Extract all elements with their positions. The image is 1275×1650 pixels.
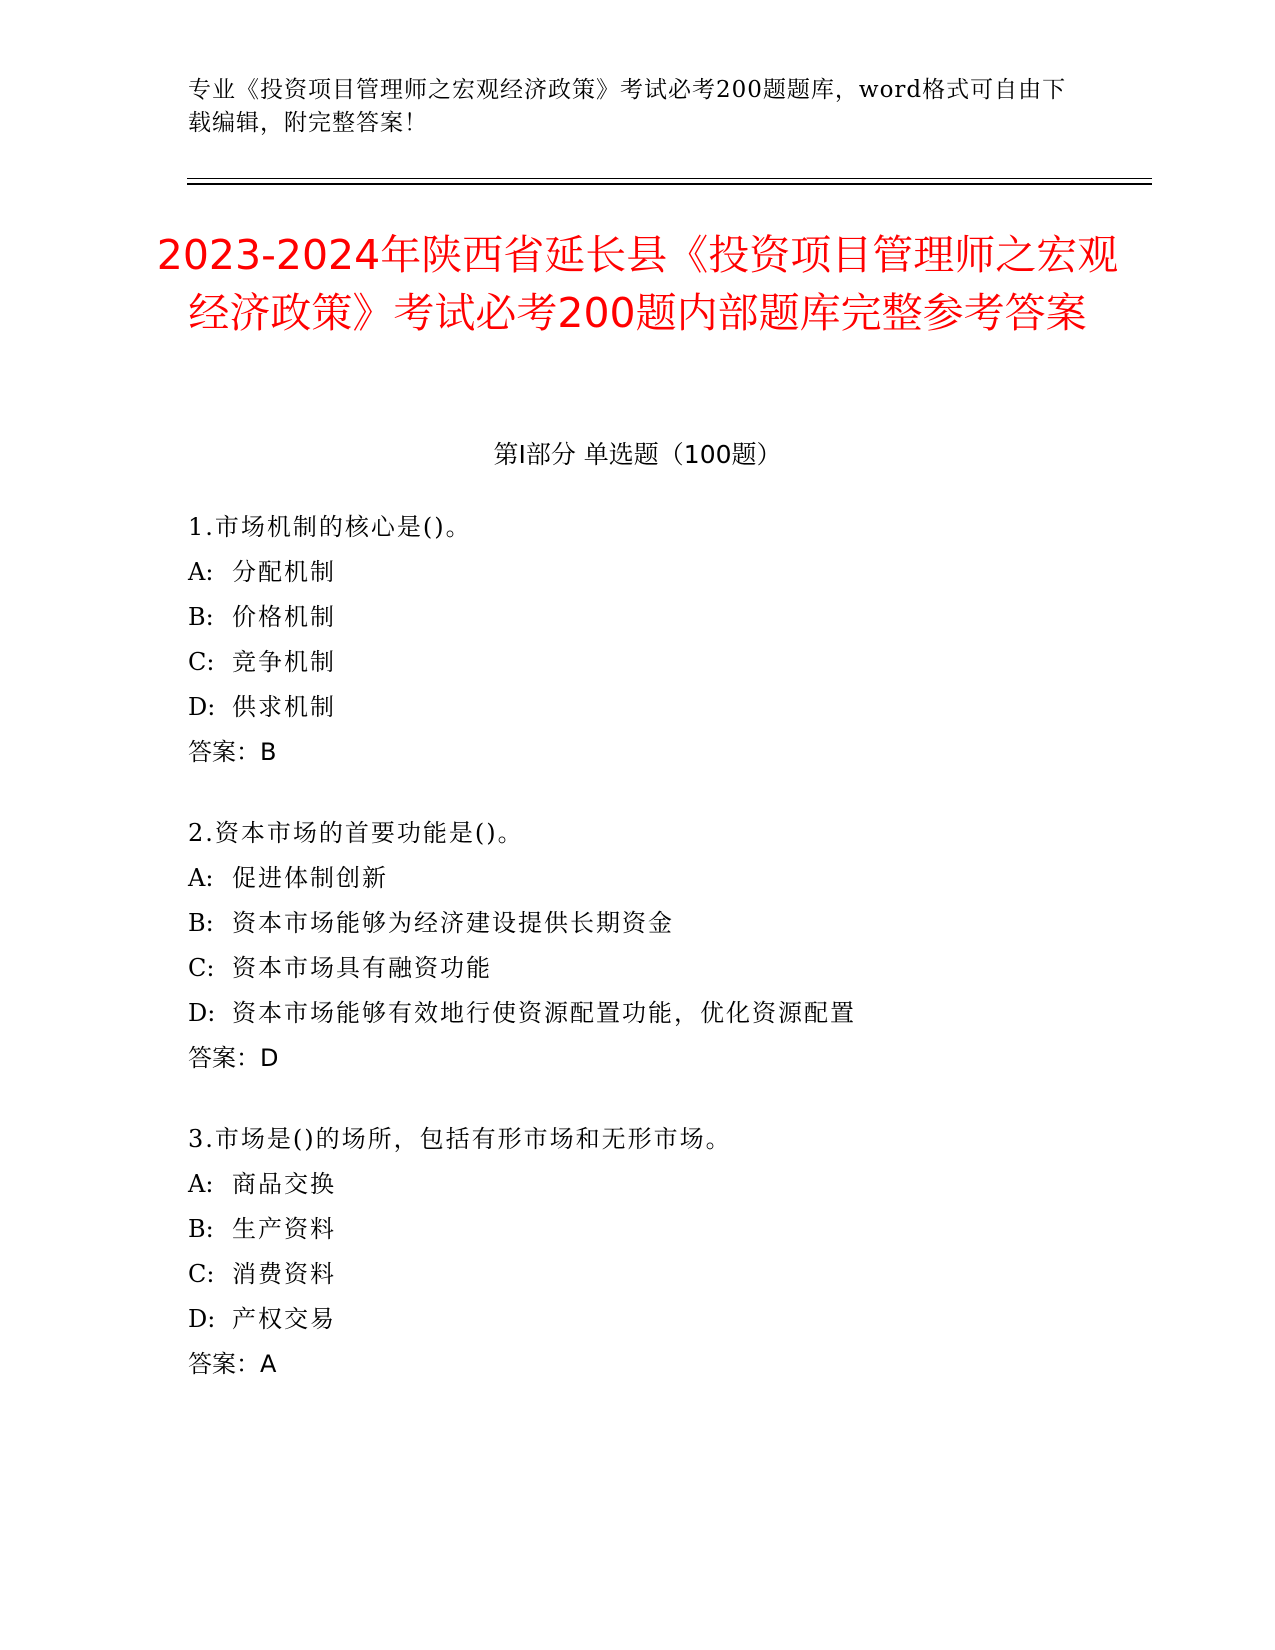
option-text: 促进体制创新 <box>232 864 388 892</box>
option-text: 分配机制 <box>232 558 336 586</box>
question-1 <box>188 505 1128 775</box>
option-c <box>188 640 1128 685</box>
option-key: A: <box>188 864 214 892</box>
option-key: B: <box>188 909 214 937</box>
option-key: A: <box>188 558 214 586</box>
option-a <box>188 1162 1128 1207</box>
option-c <box>188 1252 1128 1297</box>
header-rule-thin <box>187 178 1152 179</box>
option-key: D: <box>188 693 216 721</box>
option-d <box>188 991 1128 1036</box>
option-text: 资本市场能够为经济建设提供长期资金 <box>232 909 674 937</box>
answer-line: 答案：A <box>188 1350 277 1378</box>
header-note: 专业《投资项目管理师之宏观经济政策》考试必考200题题库，word格式可自由下载编辑，附完整答案！ <box>188 77 1067 136</box>
question-stem: 3.市场是()的场所，包括有形市场和无形市场。 <box>188 1125 732 1153</box>
question-stem: 1.市场机制的核心是()。 <box>188 513 472 541</box>
header-rule-thick <box>187 183 1152 185</box>
option-c <box>188 946 1128 991</box>
section-heading: 第Ⅰ部分 单选题（100题） <box>493 440 782 469</box>
answer-line: 答案：D <box>188 1044 279 1072</box>
option-key: A: <box>188 1170 214 1198</box>
option-key: C: <box>188 954 215 982</box>
answer-line: 答案：B <box>188 738 277 766</box>
document-title: 2023-2024年陕西省延长县《投资项目管理师之宏观经济政策》考试必考200题内部题库完整参考答案 <box>156 231 1119 337</box>
option-b <box>188 901 1128 946</box>
option-key: C: <box>188 648 215 676</box>
option-key: D: <box>188 999 216 1027</box>
option-b <box>188 1207 1128 1252</box>
option-a <box>188 550 1128 595</box>
option-text: 资本市场具有融资功能 <box>232 954 492 982</box>
option-text: 产权交易 <box>232 1305 336 1333</box>
option-key: B: <box>188 603 214 631</box>
option-key: D: <box>188 1305 216 1333</box>
option-key: B: <box>188 1215 214 1243</box>
option-b <box>188 595 1128 640</box>
option-d <box>188 685 1128 730</box>
option-text: 资本市场能够有效地行使资源配置功能，优化资源配置 <box>232 999 856 1027</box>
option-key: C: <box>188 1260 215 1288</box>
option-text: 生产资料 <box>232 1215 336 1243</box>
option-d <box>188 1297 1128 1342</box>
option-a <box>188 856 1128 901</box>
question-2 <box>188 811 1128 1081</box>
option-text: 竞争机制 <box>232 648 336 676</box>
option-text: 供求机制 <box>232 693 336 721</box>
option-text: 价格机制 <box>232 603 336 631</box>
question-stem: 2.资本市场的首要功能是()。 <box>188 819 524 847</box>
question-3 <box>188 1117 1128 1387</box>
option-text: 商品交换 <box>232 1170 336 1198</box>
option-text: 消费资料 <box>232 1260 336 1288</box>
